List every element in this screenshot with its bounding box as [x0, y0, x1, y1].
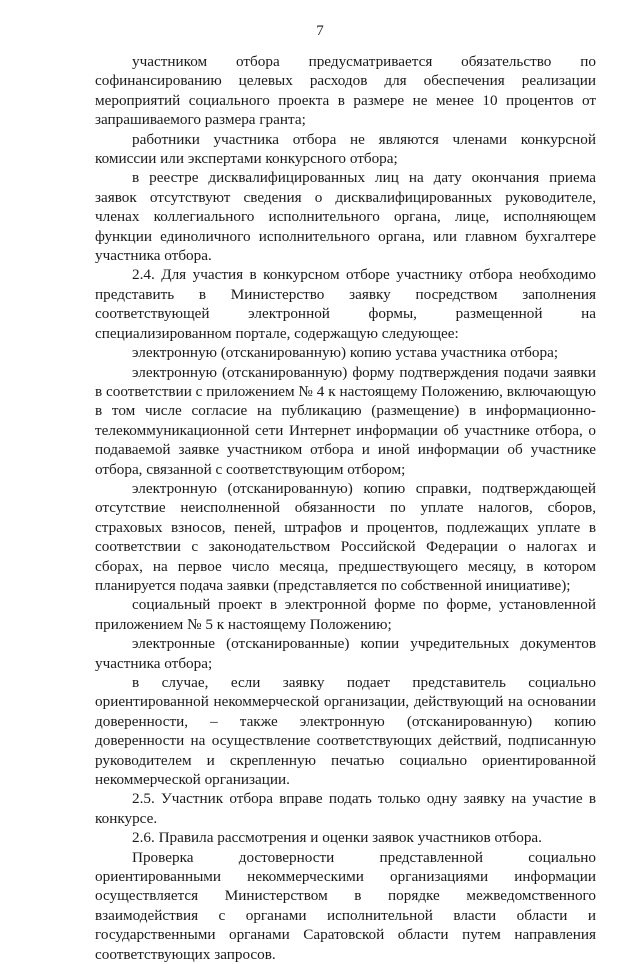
paragraph-tax-certificate: электронную (отсканированную) копию справки, подтверждающей отсутствие неисполненной обязанности по уплате налогов, сборов, страховых взносов, пеней, штрафов и процентов, подлежащих уплате в соответствии с законодательством Российской Федерации о налогах и сборах, на первое число месяца, предшествующего месяцу, в котором планируется подача заявки (представляется по собственной инициативе);: [95, 479, 596, 594]
paragraph-founding-documents: электронные (отсканированные) копии учредительных документов участника отбора;: [95, 635, 596, 672]
paragraph-charter-copy: электронную (отсканированную) копию устава участника отбора;: [132, 344, 559, 362]
paragraph-2-4-application: 2.4. Для участия в конкурсном отборе участнику отбора необходимо представить в Министерство заявку посредством заполнения соответствующей электронной формы, размещенной на специализированном портале, содержащую следующее:: [95, 266, 596, 342]
page-number: 7: [316, 23, 324, 39]
paragraph-2-5-single-application: 2.5. Участник отбора вправе подать только одну заявку на участие в конкурсе.: [95, 790, 596, 827]
paragraph-power-of-attorney: в случае, если заявку подает представитель социально ориентированной некоммерческой организации, действующий на основании доверенности, – также электронную (отсканированную) копию доверенности на осуществление соответствующих действий, подписанную руководителем и скрепленную печатью социально ориентированной некоммерческой организации.: [95, 674, 596, 789]
paragraph-application-confirmation: электронную (отсканированную) форму подтверждения подачи заявки в соответствии с приложением № 4 к настоящему Положению, включающую в том числе согласие на публикацию (размещение) в информационно-телекоммуникационной сети Интернет информации об участнике отбора, о подаваемой заявке участником отбора и иной информации об участнике отбора, связанной с соответствующим отбором;: [95, 363, 596, 478]
paragraph-2-6-review-rules: 2.6. Правила рассмотрения и оценки заявок участников отбора.: [132, 829, 542, 847]
paragraph-employees-not-commission: работники участника отбора не являются членами конкурсной комиссии или экспертами конкурсного отбора;: [95, 130, 596, 168]
paragraph-social-project: социальный проект в электронной форме по форме, установленной приложением № 5 к настоящему Положению;: [95, 596, 596, 633]
paragraph-disqualified-registry: в реестре дисквалифицированных лиц на дату окончания приема заявок отсутствуют сведения о дисквалифицированных руководителе, членах коллегиального исполнительного органа, лице, исполняющем функции единоличного исполнительного органа, или главном бухгалтере участника отбора.: [95, 169, 596, 265]
paragraph-cofinancing-obligation: участником отбора предусматривается обязательство по софинансированию целевых расходов для обеспечения реализации мероприятий социального проекта в размере не менее 10 процентов от запрашиваемого размера гранта;: [95, 53, 596, 129]
paragraph-verification: Проверка достоверности представленной социально ориентированными некоммерческими организациями информации осуществляется Министерством в порядке межведомственного взаимодействия с органами исполнительной власти области и государственными органами Саратовской области путем направления соответствующих запросов.: [95, 848, 596, 963]
document-body: [95, 52, 596, 964]
